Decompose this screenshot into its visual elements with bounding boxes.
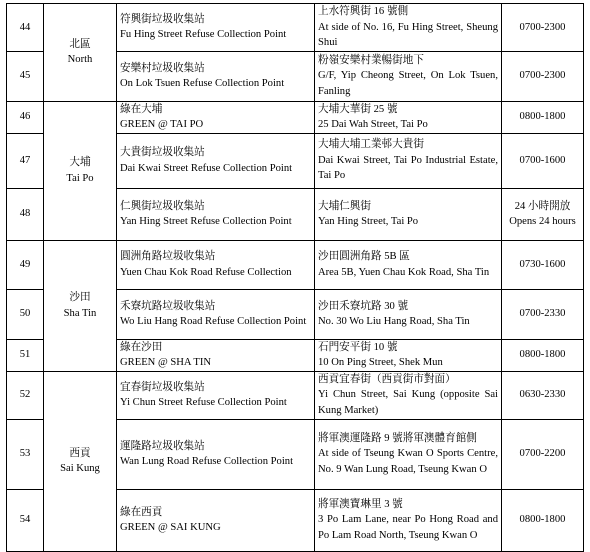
row-number: 49 bbox=[7, 240, 44, 289]
address-zh: 上水符興街 16 號側 bbox=[318, 6, 409, 17]
row-number: 47 bbox=[7, 133, 44, 188]
district-zh: 沙田 bbox=[69, 292, 91, 303]
address-cell bbox=[315, 419, 502, 489]
address-en: At side of No. 16, Fu Hing Street, Sheung Shui bbox=[318, 21, 498, 48]
district-cell bbox=[44, 371, 117, 551]
district-zh: 北區 bbox=[69, 38, 91, 50]
address-cell bbox=[315, 339, 502, 371]
opening-hours: 0800-1800 bbox=[502, 489, 584, 551]
district-zh: 大埔 bbox=[69, 157, 91, 168]
opening-hours: 0700-2200 bbox=[502, 419, 584, 489]
address-zh: 沙田圓洲角路 5B 區 bbox=[318, 251, 410, 262]
row-number: 44 bbox=[7, 4, 44, 52]
address-zh: 大埔大華街 25 號 bbox=[318, 103, 398, 115]
address-zh: 將軍澳運隆路 9 號將軍澳體育館側 bbox=[318, 432, 477, 444]
address-en: At side of Tseung Kwan O Sports Centre, No. 9 Wan Lung Road, Tseung Kwan O bbox=[318, 448, 498, 475]
name-en: GREEN @ TAI PO bbox=[120, 119, 204, 130]
name-cell bbox=[117, 101, 315, 133]
name-zh: 綠在沙田 bbox=[120, 341, 163, 353]
opening-hours-cell bbox=[502, 188, 584, 240]
opening-hours: 0700-1600 bbox=[502, 133, 584, 188]
address-en: 3 Po Lam Lane, near Po Hong Road and Po Lam Road North, Tseung Kwan O bbox=[318, 514, 498, 541]
name-cell bbox=[117, 419, 315, 489]
table-row bbox=[7, 240, 584, 289]
opening-hours: 0730-1600 bbox=[502, 240, 584, 289]
name-en: Wan Lung Road Refuse Collection Point bbox=[120, 456, 294, 467]
name-en: GREEN @ SHA TIN bbox=[120, 357, 212, 368]
name-zh: 綠在大埔 bbox=[120, 103, 163, 115]
row-number: 48 bbox=[7, 188, 44, 240]
address-cell bbox=[315, 489, 502, 551]
row-number: 53 bbox=[7, 419, 44, 489]
row-number: 45 bbox=[7, 51, 44, 101]
name-cell bbox=[117, 371, 315, 419]
table-row bbox=[7, 371, 584, 419]
district-zh: 西貢 bbox=[69, 447, 91, 459]
opening-hours: Opens 24 hours bbox=[509, 216, 576, 227]
name-zh: 運隆路垃圾收集站 bbox=[120, 440, 205, 452]
address-cell bbox=[315, 188, 502, 240]
name-en: Fu Hing Street Refuse Collection Point bbox=[120, 29, 287, 41]
name-en: GREEN @ SAI KUNG bbox=[120, 522, 221, 533]
name-zh: 綠在西貢 bbox=[120, 506, 163, 518]
address-zh: 將軍澳寶琳里 3 號 bbox=[318, 498, 403, 510]
address-cell bbox=[315, 133, 502, 188]
name-zh: 大貴街垃圾收集站 bbox=[120, 147, 205, 158]
name-en: On Lok Tsuen Refuse Collection Point bbox=[120, 78, 285, 89]
name-zh: 禾寮坑路垃圾收集站 bbox=[120, 300, 216, 312]
address-zh: 西貢宜春街（西貢街市對面） bbox=[318, 373, 456, 385]
address-en: Dai Kwai Street, Tai Po Industrial Estate, Tai Po bbox=[318, 154, 498, 182]
address-cell bbox=[315, 51, 502, 101]
name-cell bbox=[117, 289, 315, 339]
address-cell bbox=[315, 240, 502, 289]
address-en: 10 On Ping Street, Shek Mun bbox=[318, 357, 443, 368]
name-zh: 安樂村垃圾收集站 bbox=[120, 62, 205, 74]
row-number: 52 bbox=[7, 371, 44, 419]
address-en: Area 5B, Yuen Chau Kok Road, Sha Tin bbox=[318, 266, 490, 278]
name-zh: 圓洲角路垃圾收集站 bbox=[120, 251, 216, 262]
address-zh: 大埔仁興街 bbox=[318, 200, 371, 212]
row-number: 54 bbox=[7, 489, 44, 551]
district-en: Sai Kung bbox=[60, 463, 100, 474]
row-number: 46 bbox=[7, 101, 44, 133]
district-cell bbox=[44, 240, 117, 371]
address-cell bbox=[315, 4, 502, 52]
refuse-collection-table bbox=[6, 3, 584, 552]
name-en: Yuen Chau Kok Road Refuse Collection bbox=[120, 266, 292, 278]
name-cell bbox=[117, 51, 315, 101]
address-zh: 石門安平街 10 號 bbox=[318, 341, 398, 353]
name-zh: 符興街垃圾收集站 bbox=[120, 13, 205, 25]
opening-hours: 0800-1800 bbox=[502, 101, 584, 133]
table-row bbox=[7, 4, 584, 52]
name-cell bbox=[117, 489, 315, 551]
address-en: 25 Dai Wah Street, Tai Po bbox=[318, 119, 428, 130]
opening-hours: 0700-2300 bbox=[502, 4, 584, 52]
address-zh: 粉嶺安樂村業暢街地下 bbox=[318, 54, 424, 66]
opening-hours-zh: 24 小時開放 bbox=[514, 200, 571, 212]
name-zh: 仁興街垃圾收集站 bbox=[120, 200, 205, 212]
name-cell bbox=[117, 4, 315, 52]
address-zh: 大埔大埔工業邨大貴街 bbox=[318, 139, 424, 151]
opening-hours: 0630-2330 bbox=[502, 371, 584, 419]
name-cell bbox=[117, 339, 315, 371]
address-zh: 沙田禾寮坑路 30 號 bbox=[318, 300, 409, 312]
name-cell bbox=[117, 133, 315, 188]
address-en: Yi Chun Street, Sai Kung (opposite Sai Kung Market) bbox=[318, 389, 498, 416]
name-cell bbox=[117, 188, 315, 240]
opening-hours: 0700-2300 bbox=[502, 51, 584, 101]
district-en: Sha Tin bbox=[63, 307, 97, 319]
name-zh: 宜春街垃圾收集站 bbox=[120, 381, 205, 393]
row-number: 50 bbox=[7, 289, 44, 339]
address-cell bbox=[315, 371, 502, 419]
name-en: Wo Liu Hang Road Refuse Collection Point bbox=[120, 316, 307, 327]
district-cell bbox=[44, 101, 117, 240]
name-en: Yan Hing Street Refuse Collection Point bbox=[120, 216, 292, 227]
district-cell bbox=[44, 4, 117, 102]
address-cell bbox=[315, 289, 502, 339]
name-en: Dai Kwai Street Refuse Collection Point bbox=[120, 162, 293, 174]
row-number: 51 bbox=[7, 339, 44, 371]
name-cell bbox=[117, 240, 315, 289]
district-en: North bbox=[67, 54, 93, 66]
address-cell bbox=[315, 101, 502, 133]
opening-hours: 0700-2330 bbox=[502, 289, 584, 339]
opening-hours: 0800-1800 bbox=[502, 339, 584, 371]
address-en: G/F, Yip Cheong Street, On Lok Tsuen, Fanling bbox=[318, 70, 498, 97]
district-en: Tai Po bbox=[66, 172, 94, 184]
address-en: Yan Hing Street, Tai Po bbox=[318, 216, 419, 227]
address-en: No. 30 Wo Liu Hang Road, Sha Tin bbox=[318, 316, 470, 327]
name-en: Yi Chun Street Refuse Collection Point bbox=[120, 397, 287, 408]
table-row bbox=[7, 101, 584, 133]
